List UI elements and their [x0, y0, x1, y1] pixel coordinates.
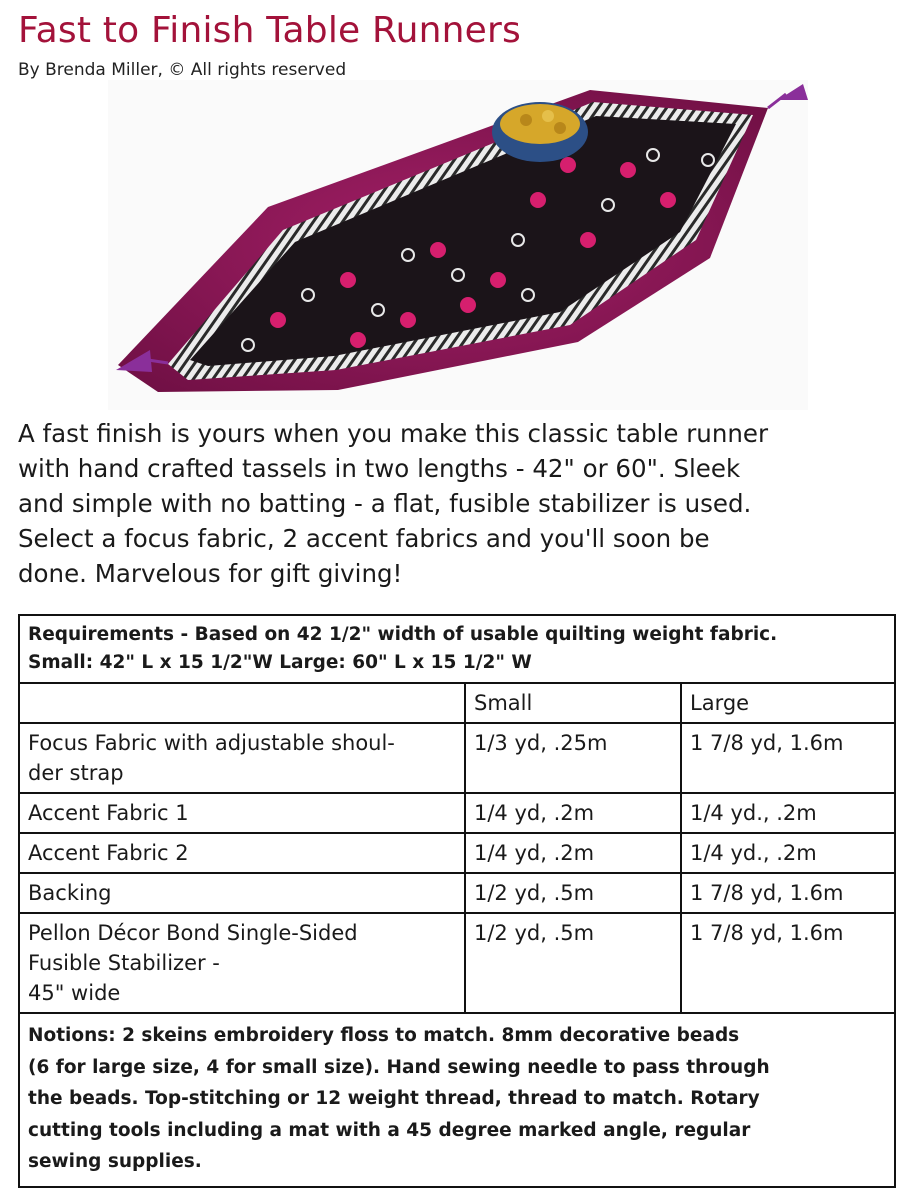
requirements-header: [19, 615, 895, 683]
item-line: 45" wide: [28, 981, 121, 1005]
column-header-item: [19, 683, 465, 723]
notions-line: cutting tools including a mat with a 45 degree marked angle, regular: [28, 1119, 751, 1141]
intro-line: Select a focus fabric, 2 accent fabrics and you'll soon be: [18, 524, 710, 553]
table-row: [19, 913, 895, 1013]
requirements-header-row: [19, 615, 895, 683]
table-runner-photo: [108, 80, 808, 410]
table-row: [19, 833, 895, 873]
item-line: Fusible Stabilizer -: [28, 951, 220, 975]
notions-line: the beads. Top-stitching or 12 weight thread, thread to match. Rotary: [28, 1088, 760, 1109]
small-cell: 1/4 yd, .2m: [465, 793, 681, 833]
table-row: [19, 793, 895, 833]
intro-line: and simple with no batting - a flat, fusible stabilizer is used.: [18, 489, 752, 518]
requirements-header-line: Small: 42" L x 15 1/2"W Large: 60" L x 15 1/2" W: [28, 652, 532, 673]
notions-line: sewing supplies.: [28, 1151, 202, 1172]
large-cell: 1 7/8 yd, 1.6m: [681, 723, 895, 793]
small-cell: 1/3 yd, .25m: [465, 723, 681, 793]
notions-line: (6 for large size, 4 for small size). Hand sewing needle to pass through: [28, 1056, 770, 1078]
notions-row: [19, 1013, 895, 1187]
page-title: Fast to Finish Table Runners: [18, 10, 521, 51]
requirements-header-line: Requirements - Based on 42 1/2" width of usable quilting weight fabric.: [28, 624, 778, 645]
item-cell: [19, 913, 465, 1013]
item-cell: [19, 833, 465, 873]
large-cell: 1/4 yd., .2m: [681, 833, 895, 873]
item-cell: [19, 723, 465, 793]
column-header-small: Small: [465, 683, 681, 723]
small-cell: 1/2 yd, .5m: [465, 873, 681, 913]
item-line: Accent Fabric 2: [28, 841, 189, 865]
notions-cell: [19, 1013, 895, 1187]
large-cell: 1 7/8 yd, 1.6m: [681, 873, 895, 913]
table-row: [19, 873, 895, 913]
item-line: Focus Fabric with adjustable shoul-: [28, 731, 395, 755]
large-cell: 1 7/8 yd, 1.6m: [681, 913, 895, 1013]
item-line: der strap: [28, 761, 124, 785]
large-cell: 1/4 yd., .2m: [681, 793, 895, 833]
item-cell: [19, 873, 465, 913]
item-line: Backing: [28, 881, 112, 905]
byline: By Brenda Miller, © All rights reserved: [18, 60, 347, 80]
table-row: [19, 723, 895, 793]
intro-line: with hand crafted tassels in two lengths - 42" or 60". Sleek: [18, 454, 741, 483]
intro-line: A fast finish is yours when you make this classic table runner: [18, 419, 769, 448]
column-header-row: [19, 683, 895, 723]
intro-line: done. Marvelous for gift giving!: [18, 559, 403, 588]
small-cell: 1/2 yd, .5m: [465, 913, 681, 1013]
intro-paragraph: [18, 416, 908, 591]
item-line: Accent Fabric 1: [28, 801, 189, 825]
small-cell: 1/4 yd, .2m: [465, 833, 681, 873]
item-cell: [19, 793, 465, 833]
item-line: Pellon Décor Bond Single-Sided: [28, 921, 358, 945]
requirements-table: [18, 614, 896, 1188]
notions-line: Notions: 2 skeins embroidery floss to match. 8mm decorative beads: [28, 1025, 740, 1046]
column-header-large: Large: [681, 683, 895, 723]
